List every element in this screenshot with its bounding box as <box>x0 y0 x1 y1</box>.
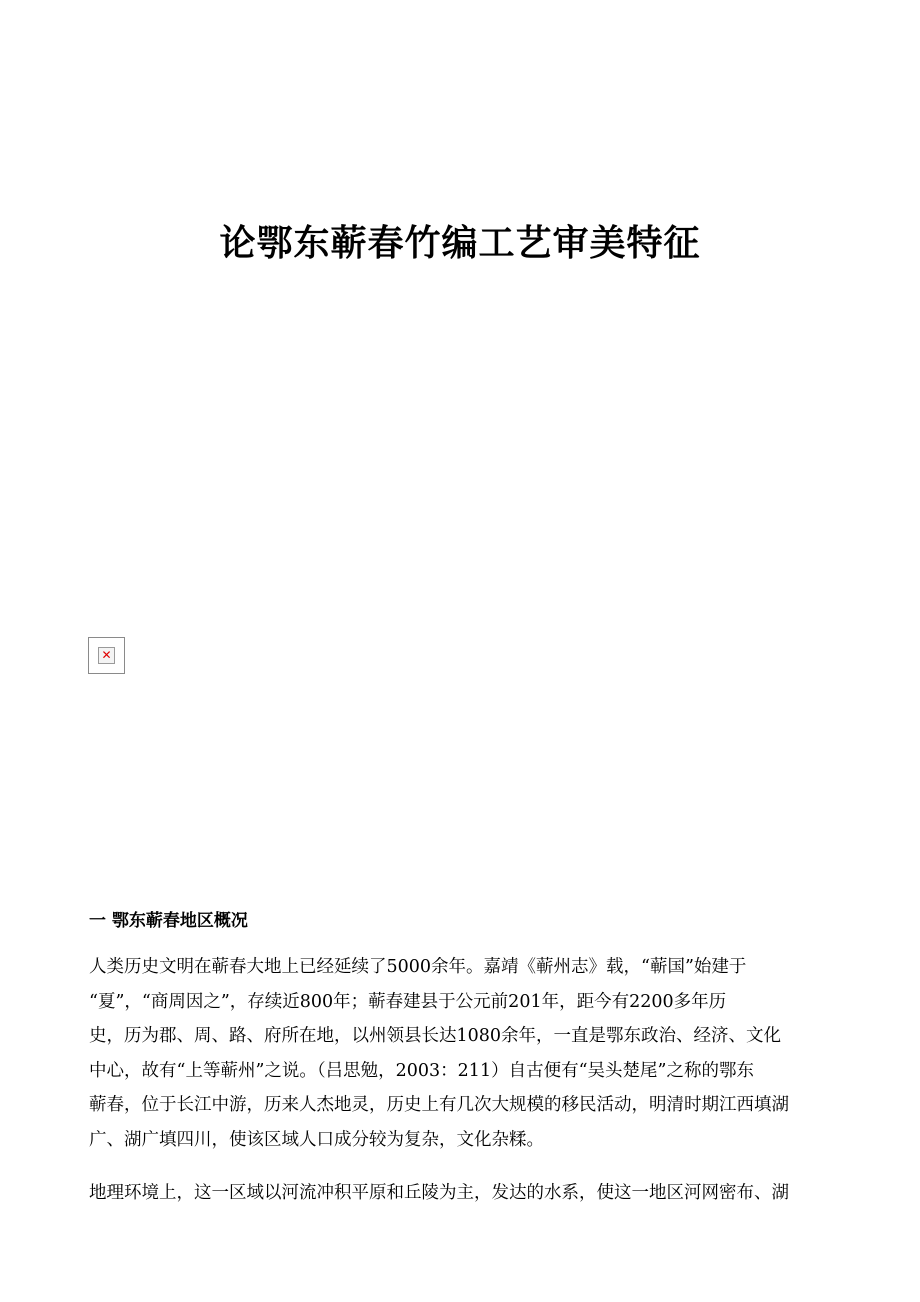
paragraph-line: 地理环境上，这一区域以河流冲积平原和丘陵为主，发达的水系，使这一地区河网密布、湖 <box>89 1183 789 1203</box>
red-x-icon: ✕ <box>101 648 112 662</box>
broken-image-frame <box>98 647 115 664</box>
paragraph-2 <box>89 1176 831 1211</box>
paragraph-line: 蕲春，位于长江中游，历来人杰地灵，历史上有几次大规模的移民活动，明清时期江西填湖 <box>89 1095 789 1115</box>
section-heading: 一 鄂东蕲春地区概况 <box>89 911 248 931</box>
paragraph-line: 人类历史文明在蕲春大地上已经延续了5000余年。嘉靖《蕲州志》载，“蕲国”始建于 <box>89 957 747 977</box>
paragraph-line: 史，历为郡、周、路、府所在地，以州领县长达1080余年，一直是鄂东政治、经济、文化 <box>89 1026 782 1046</box>
document-title: 论鄂东蕲春竹编工艺审美特征 <box>219 223 701 264</box>
broken-image-icon <box>88 637 125 674</box>
paragraph-line: 中心，故有“上等蕲州”之说。（吕思勉，2003：211）自古便有“吴头楚尾”之称的鄂东 <box>89 1060 754 1081</box>
paragraph-1 <box>89 950 831 1157</box>
paragraph-line: 广、湖广填四川，使该区域人口成分较为复杂，文化杂糅。 <box>89 1129 544 1150</box>
paragraph-line: “夏”，“商周因之”，存续近800年；蕲春建县于公元前201年，距今有2200多年历 <box>89 991 727 1012</box>
